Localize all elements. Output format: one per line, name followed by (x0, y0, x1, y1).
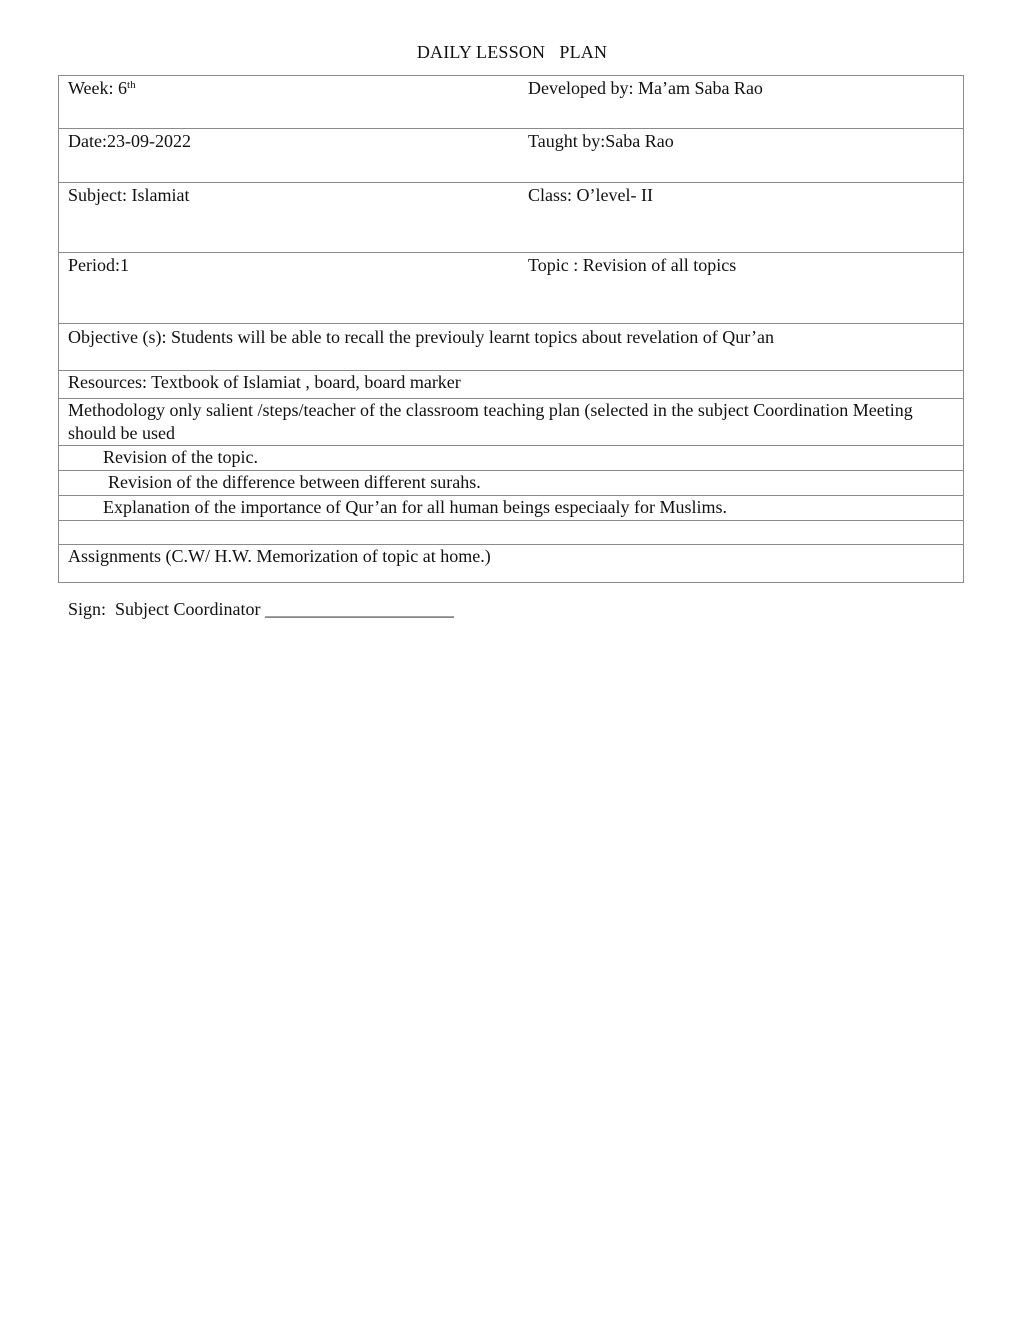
row-step-2 (59, 470, 963, 495)
row-step-3 (59, 495, 963, 520)
step-2: Revision of the difference between different surahs. (108, 472, 481, 492)
row-period (59, 252, 963, 323)
row-objective (59, 323, 963, 370)
objective: Objective (s): Students will be able to recall the previouly learnt topics about revelation of Qur’an (68, 327, 774, 347)
row-resources (59, 370, 963, 398)
topic: Topic : Revision of all topics (528, 255, 737, 275)
step-3: Explanation of the importance of Qur’an for all human beings especiaaly for Muslims. (103, 497, 727, 517)
assignments: Assignments (C.W/ H.W. Memorization of topic at home.) (68, 546, 491, 566)
class: Class: O’level- II (528, 185, 653, 205)
row-step-1 (59, 445, 963, 470)
week-cell (68, 78, 136, 99)
page-title: DAILY LESSON PLAN (416, 42, 608, 62)
lesson-plan-table (58, 75, 964, 583)
week-label: Week: 6 (68, 78, 128, 98)
date: Date:23-09-2022 (68, 131, 191, 151)
step-1: Revision of the topic. (103, 447, 258, 467)
row-assignments (59, 544, 963, 582)
row-methodology (59, 398, 963, 445)
row-week (59, 76, 963, 128)
methodology: Methodology only salient /steps/teacher of the classroom teaching plan (selected in the subject Coordination Meeting should be used (68, 400, 913, 443)
subject: Subject: Islamiat (68, 185, 190, 205)
week-superscript: th (127, 79, 136, 91)
taught-by: Taught by:Saba Rao (528, 131, 674, 151)
row-empty (59, 520, 963, 544)
resources: Resources: Textbook of Islamiat , board, board marker (68, 372, 461, 392)
sign-line: Sign: Subject Coordinator _____________________ (68, 599, 454, 619)
period: Period:1 (68, 255, 129, 275)
row-date (59, 128, 963, 182)
row-subject (59, 182, 963, 252)
developed-by: Developed by: Ma’am Saba Rao (528, 78, 763, 98)
